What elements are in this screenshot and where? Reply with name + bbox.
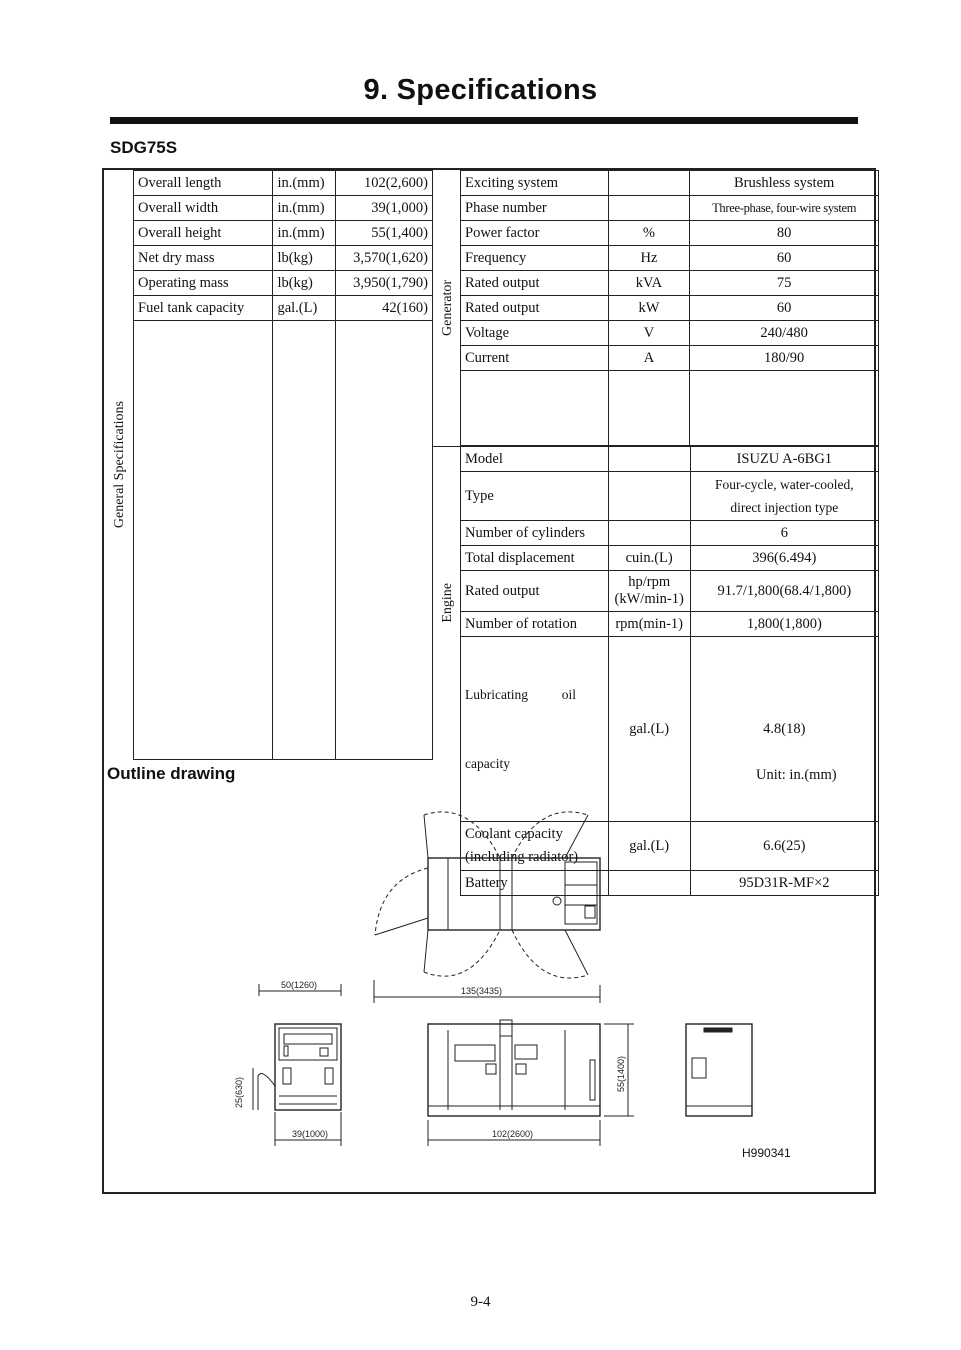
spec-unit: cuin.(L) — [608, 546, 690, 571]
spec-unit: kVA — [608, 271, 690, 296]
type-line-1: Four-cycle, water-cooled, — [715, 477, 854, 492]
item-line-2: (including radiator) — [465, 849, 579, 865]
unit-line-1: hp/rpm — [628, 574, 671, 590]
spec-unit: rpm(min-1) — [608, 612, 690, 637]
spec-value: 3,570(1,620) — [336, 246, 433, 271]
spec-value: Brushless system — [690, 171, 879, 196]
spec-unit: in.(mm) — [273, 171, 336, 196]
spec-value: 3,950(1,790) — [336, 271, 433, 296]
drawing-code: H990341 — [742, 1146, 791, 1160]
spec-item: Operating mass — [134, 271, 273, 296]
top-view — [374, 812, 600, 1003]
spec-value: 55(1,400) — [336, 221, 433, 246]
spec-item: Frequency — [461, 246, 609, 271]
spec-value: 42(160) — [336, 296, 433, 321]
dim-height: 55(1400) — [616, 1055, 626, 1092]
outline-title: Outline drawing — [107, 764, 236, 783]
spec-value: 6 — [690, 521, 878, 546]
page-number: 9-4 — [470, 1294, 491, 1310]
spec-item: Number of rotation — [461, 612, 609, 637]
spec-item: Rated output — [461, 571, 609, 612]
dim-front-width: 39(1000) — [292, 1129, 329, 1139]
unit-line-2: (kW/min-1) — [614, 591, 684, 607]
spec-value: 240/480 — [690, 321, 879, 346]
spec-unit: lb(kg) — [273, 246, 336, 271]
spec-unit: V — [608, 321, 690, 346]
spec-item: Power factor — [461, 221, 609, 246]
spec-value: 91.7/1,800(68.4/1,800) — [690, 571, 878, 612]
spec-value: 60 — [690, 296, 879, 321]
spec-item: Overall height — [134, 221, 273, 246]
spec-value: ISUZU A-6BG1 — [690, 447, 878, 472]
spec-unit: gal.(L) — [273, 296, 336, 321]
spec-value: 4.8(18) — [690, 637, 878, 822]
spec-item: Rated output — [461, 271, 609, 296]
spec-item: Exciting system — [461, 171, 609, 196]
spec-value: 75 — [690, 271, 879, 296]
spec-item: Model — [461, 447, 609, 472]
spec-unit: lb(kg) — [273, 271, 336, 296]
item-line-1: Lubricating oil — [465, 687, 576, 702]
spec-item: Type — [461, 472, 609, 521]
spec-value: 39(1,000) — [336, 196, 433, 221]
side-view — [428, 1020, 634, 1146]
spec-item: Voltage — [461, 321, 609, 346]
spec-unit: kW — [608, 296, 690, 321]
spec-item: Current — [461, 346, 609, 371]
spec-unit: in.(mm) — [273, 196, 336, 221]
spec-item: Rated output — [461, 296, 609, 321]
spec-item: Phase number — [461, 196, 609, 221]
spec-value: Three-phase, four-wire system — [690, 196, 879, 221]
dim-side-length: 102(2600) — [492, 1129, 534, 1139]
spec-value: 396(6.494) — [690, 546, 878, 571]
item-line-1: Coolant capacity — [465, 826, 563, 842]
spec-unit: A — [608, 346, 690, 371]
type-line-2: direct injection type — [730, 500, 839, 515]
dim-side-height: 25(630) — [234, 1076, 244, 1108]
item-line-2: capacity — [465, 756, 510, 771]
spec-value: 102(2,600) — [336, 171, 433, 196]
spec-value: 60 — [690, 246, 879, 271]
engine-label: Engine — [440, 583, 455, 623]
spec-value: 6.6(25) — [690, 822, 878, 871]
spec-unit: gal.(L) — [608, 822, 690, 871]
spec-item: Total displacement — [461, 546, 609, 571]
generator-label: Generator — [440, 280, 455, 336]
spec-item: Battery — [461, 871, 609, 896]
dim-width-top: 50(1260) — [281, 980, 318, 990]
dim-length-top: 135(3435) — [461, 986, 503, 996]
spec-item: Number of cylinders — [461, 521, 609, 546]
spec-unit: % — [608, 221, 690, 246]
spec-unit: Hz — [608, 246, 690, 271]
spec-item: Overall width — [134, 196, 273, 221]
general-label: General Specifications — [112, 401, 127, 529]
spec-value: 180/90 — [690, 346, 879, 371]
spec-item: Net dry mass — [134, 246, 273, 271]
spec-value: 80 — [690, 221, 879, 246]
front-view — [253, 984, 341, 1146]
spec-value: 95D31R-MF×2 — [690, 871, 878, 896]
spec-item: Overall length — [134, 171, 273, 196]
model-name: SDG75S — [110, 138, 178, 157]
spec-value: 1,800(1,800) — [690, 612, 878, 637]
spec-unit: in.(mm) — [273, 221, 336, 246]
page-title: 9. Specifications — [363, 74, 598, 106]
spec-unit: gal.(L) — [608, 637, 690, 822]
rear-view — [686, 1024, 752, 1116]
spec-item: Fuel tank capacity — [134, 296, 273, 321]
outline-unit: Unit: in.(mm) — [756, 767, 837, 783]
